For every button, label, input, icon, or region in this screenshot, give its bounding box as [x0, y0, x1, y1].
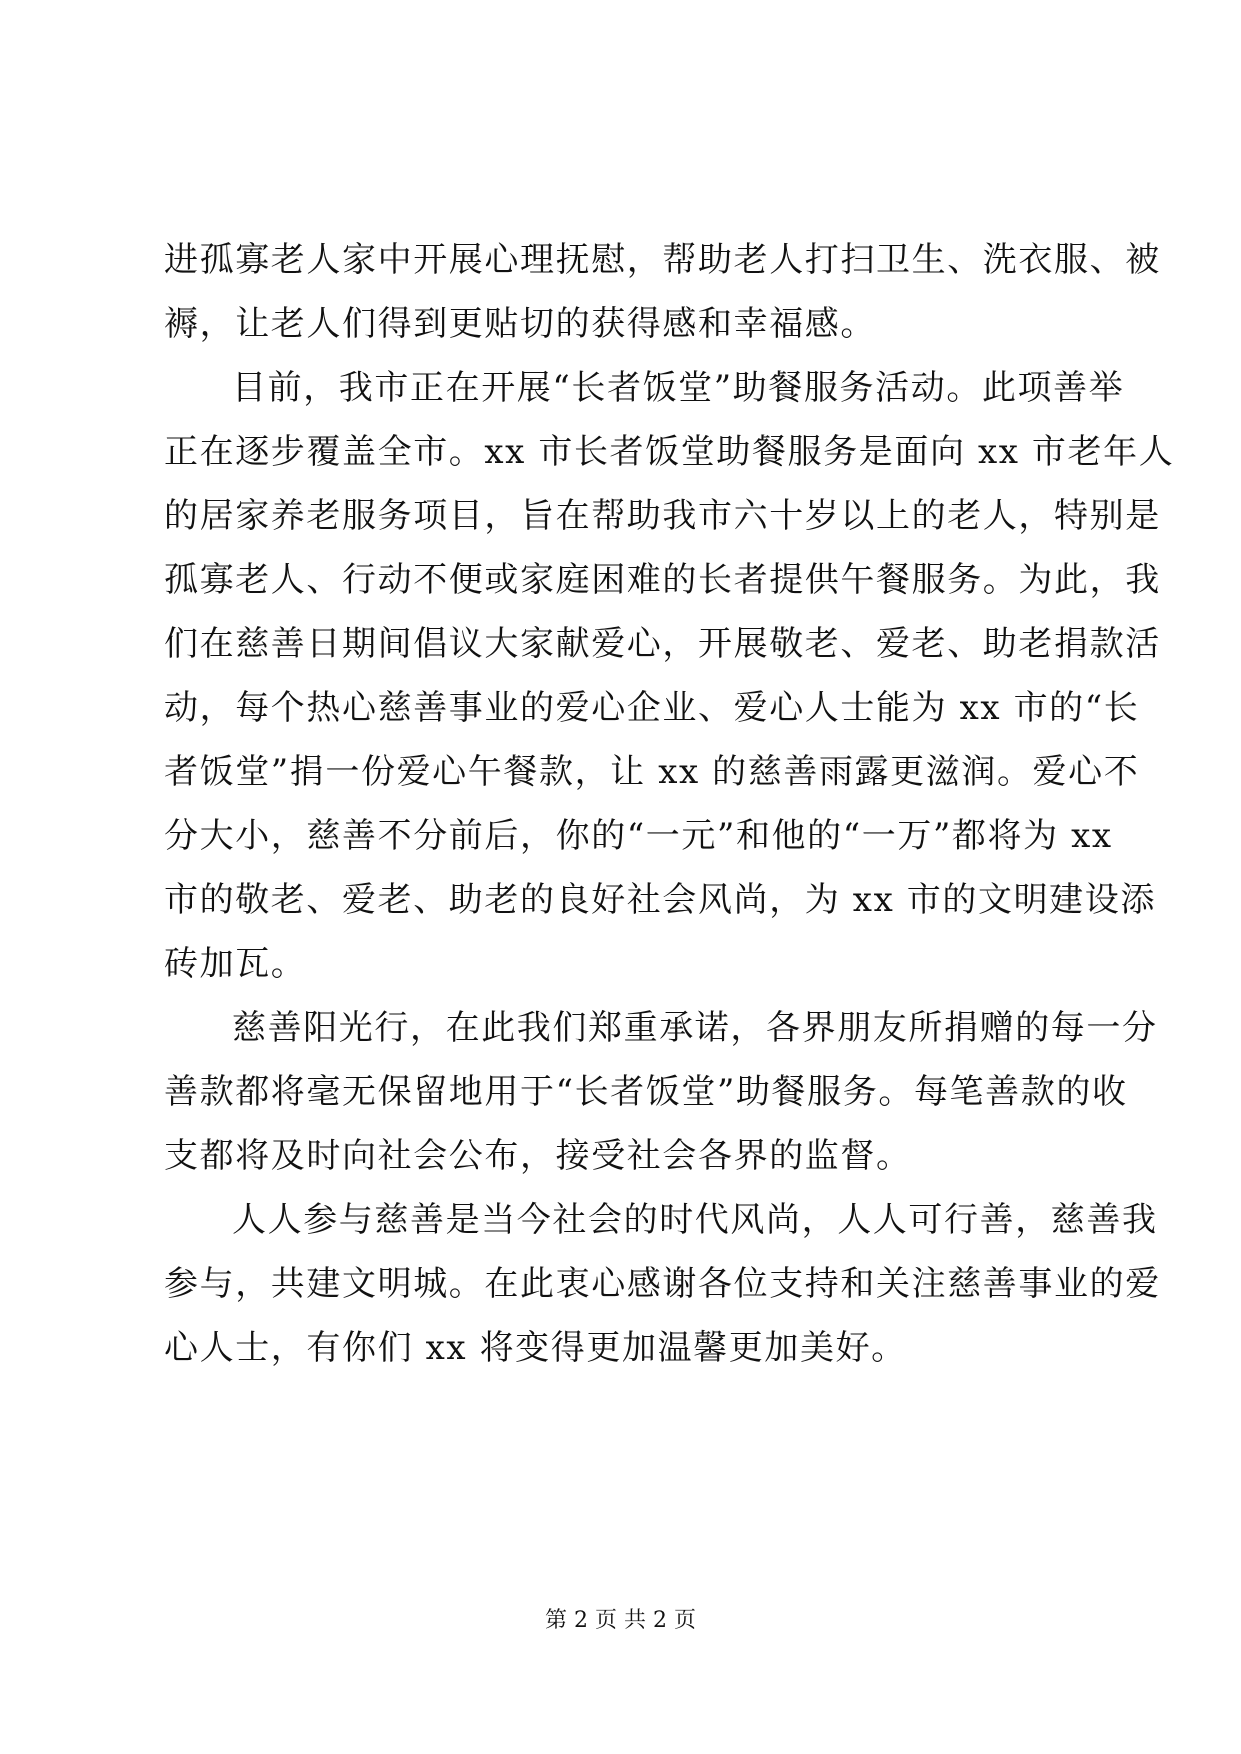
text-line: 砖加瓦。 [164, 944, 307, 984]
text-line: 的居家养老服务项目，旨在帮助我市六十岁以上的老人，特别是 [164, 496, 1161, 536]
text-line: 孤寡老人、行动不便或家庭困难的长者提供午餐服务。为此，我 [164, 560, 1161, 600]
text-line: 分大小，慈善不分前后，你的“一元”和他的“一万”都将为 xx [164, 816, 1113, 856]
text-line: 动，每个热心慈善事业的爱心企业、爱心人士能为 xx 市的“长 [164, 688, 1140, 728]
text-line: 心人士，有你们 xx 将变得更加温馨更加美好。 [164, 1328, 907, 1368]
text-line: 正在逐步覆盖全市。xx 市长者饭堂助餐服务是面向 xx 市老年人 [164, 432, 1175, 472]
text-line: 善款都将毫无保留地用于“长者饭堂”助餐服务。每笔善款的收 [164, 1072, 1128, 1112]
page-number-footer: 第 2 页 共 2 页 [545, 1608, 696, 1633]
paragraph-start-line: 慈善阳光行，在此我们郑重承诺，各界朋友所捐赠的每一分 [232, 1008, 1158, 1048]
document-body [164, 228, 1175, 1380]
text-line: 褥，让老人们得到更贴切的获得感和幸福感。 [164, 304, 876, 344]
text-line: 支都将及时向社会公布，接受社会各界的监督。 [164, 1136, 912, 1176]
text-line: 市的敬老、爱老、助老的良好社会风尚，为 xx 市的文明建设添 [164, 880, 1156, 920]
text-line: 进孤寡老人家中开展心理抚慰，帮助老人打扫卫生、洗衣服、被 [164, 240, 1161, 280]
paragraph-start-line: 目前，我市正在开展“长者饭堂”助餐服务活动。此项善举 [232, 368, 1125, 408]
text-line: 们在慈善日期间倡议大家献爱心，开展敬老、爱老、助老捐款活 [164, 624, 1161, 664]
text-line: 者饭堂”捐一份爱心午餐款，让 xx 的慈善雨露更滋润。爱心不 [164, 752, 1140, 792]
text-line: 参与，共建文明城。在此衷心感谢各位支持和关注慈善事业的爱 [164, 1264, 1161, 1304]
paragraph-start-line: 人人参与慈善是当今社会的时代风尚，人人可行善，慈善我 [232, 1200, 1158, 1240]
